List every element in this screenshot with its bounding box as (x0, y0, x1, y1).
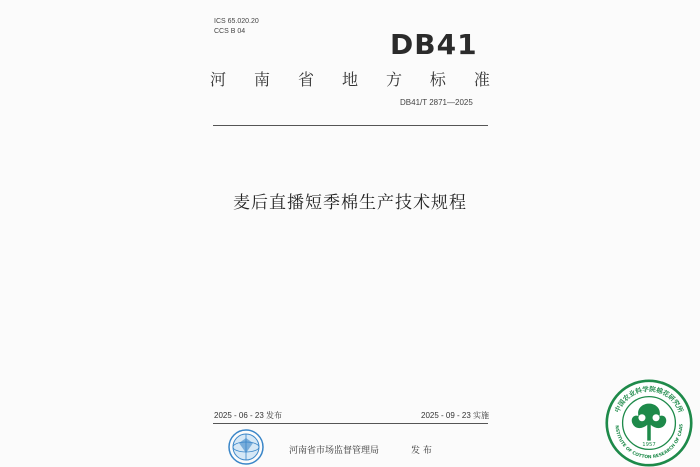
seal-top-text: 中国农业科学院棉花研究所 (613, 385, 685, 414)
issuer-logo-icon (228, 429, 264, 465)
standard-type-char: 准 (473, 70, 490, 89)
document-title: 麦后直播短季棉生产技术规程 (233, 193, 467, 213)
standard-type-char: 地 (341, 70, 358, 89)
standard-type-char: 方 (385, 70, 402, 89)
issuer-line (289, 443, 432, 456)
issuer-name: 河南省市场监督管理局 (289, 446, 380, 456)
standard-type (210, 67, 490, 90)
standard-type-char: 河 (210, 70, 227, 89)
institute-seal-icon (605, 379, 693, 467)
standard-number: DB41/T 2871—2025 (400, 98, 473, 107)
publish-date: 2025 - 06 - 23 发布 (214, 411, 283, 420)
header-divider (213, 125, 488, 126)
issue-word: 发 布 (411, 446, 432, 456)
ccs-code: CCS B 04 (214, 28, 246, 35)
ics-code: ICS 65.020.20 (214, 18, 259, 25)
standard-type-char: 标 (429, 70, 446, 89)
seal-year: 1957 (642, 441, 656, 448)
standard-type-char: 省 (297, 70, 314, 89)
footer-divider (213, 423, 488, 424)
seal-bottom-text: NSTITUTE OF COTTON RESEARCH OF CAAS (613, 423, 685, 461)
implement-date: 2025 - 09 - 23 实施 (421, 411, 490, 420)
classification-codes (214, 17, 259, 37)
standard-type-char: 南 (253, 70, 270, 89)
standard-code: DB41 (390, 28, 478, 61)
